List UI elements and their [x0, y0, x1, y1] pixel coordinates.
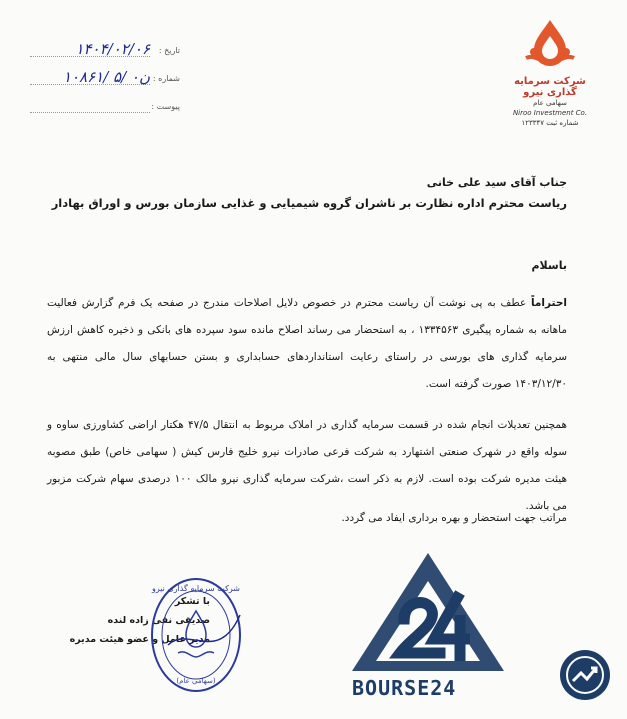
- trend-badge-icon: [558, 648, 612, 702]
- date-label: : تاریخ: [158, 46, 180, 55]
- paragraph-1-text: عطف به پی نوشت آن ریاست محترم در خصوص دلایل اصلاحات مندرج در صفحه یک فرم گزارش فعالیت ماهانه به شماره پیگیری ۱۳۳۴۵۶۳ ، به استحضار می رساند اصلاح مانده سود سپرده های بانکی و ذخیره کاهش ارزش سرمایه گذاری های بورسی در راستای رعایت استانداردهای حسابداری و بستن حسابهای سال مالی منتهی به ۱۴۰۳/۱۲/۳۰ صورت گرفته است.: [47, 297, 567, 390]
- paragraph-1-lead: احتراماً: [530, 297, 567, 309]
- letter-meta: [30, 42, 180, 126]
- paragraph-1: [47, 290, 567, 398]
- signature-role: مدیر عامل و عضو هیئت مدیره: [69, 634, 210, 645]
- recipient: جناب آقای سید علی خانی: [426, 176, 567, 189]
- signature-thanks: با تشکر: [174, 596, 210, 607]
- recipient-title: ریاست محترم اداره نظارت بر ناشران گروه شیمیایی و غذایی سازمان بورس و اوراق بهادار: [51, 196, 567, 210]
- registration-number: شماره ثبت ۱۲۳۳۴۷: [521, 119, 579, 127]
- paragraph-3: مراتب جهت استحضار و بهره برداری ایفاد می گردد.: [341, 512, 567, 524]
- stamp-bottom-text: (سهامی عام): [176, 677, 216, 685]
- company-type: سهامی عام: [533, 99, 567, 107]
- company-name: شرکت سرمایه گذاری نیرو: [514, 76, 586, 98]
- greeting: باسلام: [531, 259, 567, 272]
- date-row: [30, 42, 180, 70]
- stamp-text: شرکت سرمایه گذاری نیرو: [151, 584, 241, 593]
- company-name-en: Niroo Investment Co.: [512, 109, 588, 117]
- paragraph-2: همچنین تعدیلات انجام شده در قسمت سرمایه گذاری در املاک مربوط به انتقال ۴۷/۵ هکتار اراضی کشاورزی ساوه و سوله واقع در شهرک صنعتی اشتهارد به شرکت فرعی صادرات نیرو خلیج فارس کیش ( سهامی خاص) طبق مصوبه هیئت مدیره شرکت بوده است. لازم به ذکر است ،شرکت سرمایه گذاری نیرو مالک ۱۰۰ درصدی سهام شرکت مزبور می باشد.: [47, 419, 567, 512]
- number-value: ۱۰۸۶۱/ ۵/ ۰ن: [62, 68, 150, 86]
- watermark-label: BOURSE24: [352, 676, 457, 700]
- company-logo: [500, 18, 600, 138]
- number-row: [30, 70, 180, 98]
- flame-drop-icon: [520, 18, 580, 74]
- company-stamp: [148, 575, 244, 695]
- number-label: : شماره: [152, 74, 180, 83]
- date-value: ۱۴۰۴/۰۲/۰۶: [75, 40, 150, 58]
- signature-name: صدیقی نقی زاده لنده: [107, 615, 210, 626]
- attachment-label: : پیوست: [151, 102, 180, 111]
- attachment-row: [30, 98, 180, 126]
